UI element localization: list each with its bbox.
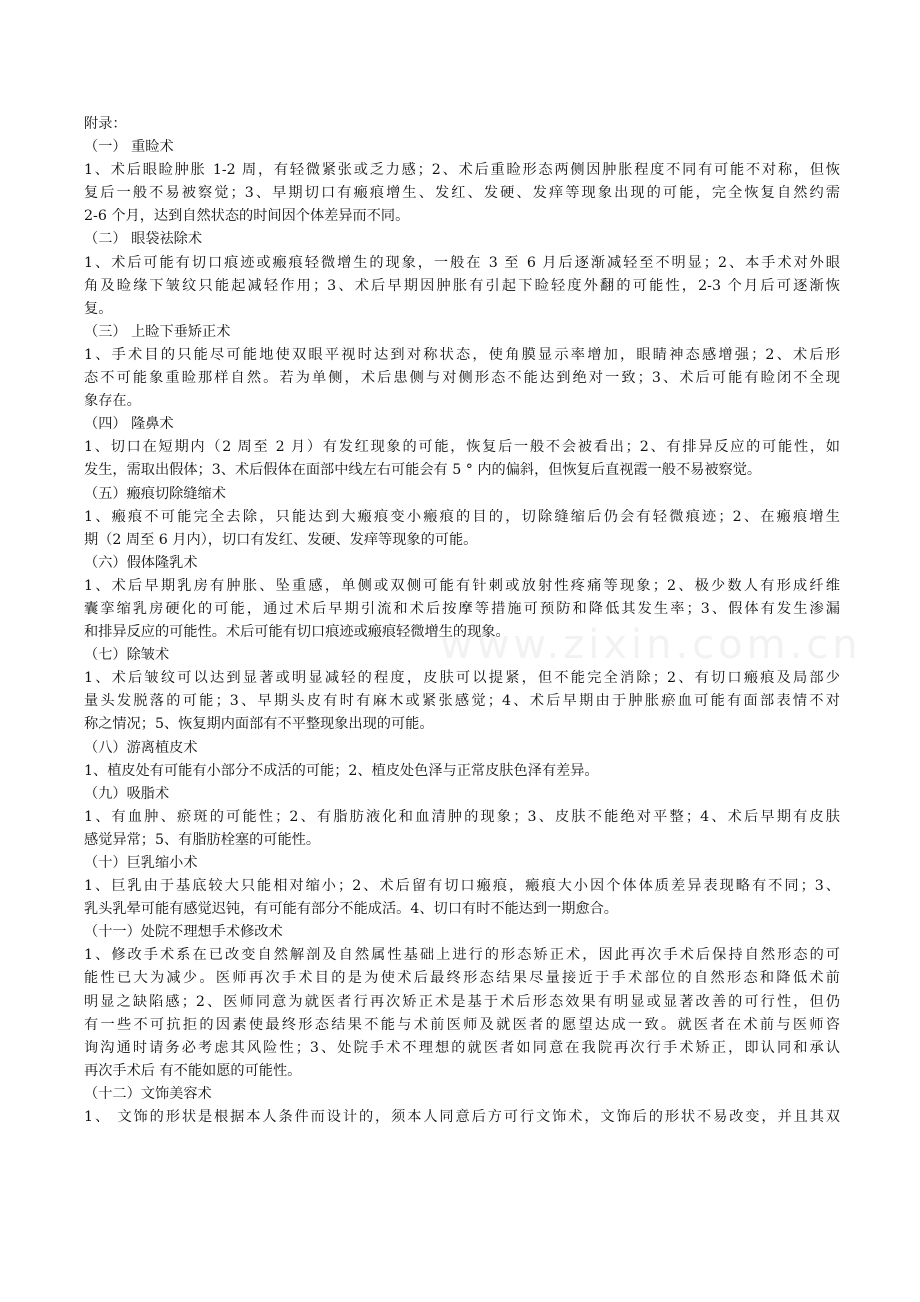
section-11 xyxy=(84,921,840,1083)
section-heading: （一） 重睑术 xyxy=(84,139,174,156)
section-text-line: 复后一般不易被察觉；3、早期切口有瘢痕增生、发红、发硬、发痒等现象出现的可能，完全恢复自然约需 xyxy=(84,185,840,202)
section-heading: （五）瘢痕切除缝缩术 xyxy=(84,485,226,502)
section-text-line: 1、术后眼睑肿胀 1-2 周，有轻微紧张或乏力感；2、术后重睑形态两侧因肿胀程度不同有可能不对称，但恢 xyxy=(84,162,840,179)
section-text-line: 1、有血肿、瘀斑的可能性；2、有脂肪液化和血清肿的现象；3、皮肤不能绝对平整；4、术后早期有皮肤 xyxy=(84,808,840,825)
section-text-line: 1、术后可能有切口痕迹或瘢痕轻微增生的现象，一般在 3 至 6 月后逐渐减轻至不明显；2、本手术对外眼 xyxy=(84,254,840,271)
section-text-line: 发生，需取出假体；3、术后假体在面部中线左右可能会有 5 ° 内的偏斜，但恢复后直视霞一般不易被察觉。 xyxy=(84,462,762,479)
section-text-line: 期（2 周至 6 月内），切口有发红、发硬、发痒等现象的可能。 xyxy=(84,531,478,548)
appendix-title: 附录： xyxy=(84,116,127,132)
section-9 xyxy=(84,783,840,852)
section-text-line: 有一些不可抗拒的因素使最终形态结果不能与术前医师及就医者的愿望达成一致。就医者在术前与医师咨 xyxy=(84,1016,840,1033)
document-body xyxy=(84,113,840,1129)
section-text-line: 复。 xyxy=(84,300,113,317)
section-text-line: 称之情况；5、恢复期内面部有不平整现象出现的可能。 xyxy=(84,716,434,733)
section-text-line: 象存在。 xyxy=(84,393,141,410)
section-text-line: 1、修改手术系在已改变自然解剖及自然属性基础上进行的形态矫正术，因此再次手术后保持自然形态的可 xyxy=(84,947,840,964)
section-3 xyxy=(84,321,840,413)
section-text-line: 1、术后早期乳房有肿胀、坠重感，单侧或双侧可能有针刺或放射性疼痛等现象；2、极少数人有形成纤维 xyxy=(84,577,840,594)
section-heading: （十）巨乳缩小术 xyxy=(84,855,198,871)
section-text-line: 囊挛缩乳房硬化的可能，通过术后早期引流和术后按摩等措施可预防和降低其发生率；3、假体有发生渗漏 xyxy=(84,600,840,617)
section-text-line: 能性已大为减少。医师再次手术目的是为使术后最终形态结果尽量接近于手术部位的自然形态和降低术前 xyxy=(84,970,840,987)
section-text-line: 明显之缺陷感；2、医师同意为就医者行再次矫正术是基于术后形态效果有明显或显著改善的可行性，但仍 xyxy=(84,993,840,1010)
section-1 xyxy=(84,136,840,228)
section-text-line: 1、巨乳由于基底较大只能相对缩小；2、术后留有切口瘢痕，瘢痕大小因个体体质差异表现略有不同；3、 xyxy=(84,878,840,895)
section-7 xyxy=(84,644,840,736)
section-heading: （十一）处院不理想手术修改术 xyxy=(84,924,283,941)
section-6 xyxy=(84,552,840,644)
section-text-line: 1、术后皱纹可以达到显著或明显减轻的程度，皮肤可以提紧，但不能完全消除；2、有切口瘢痕及局部少 xyxy=(84,670,840,687)
section-heading: （二） 眼袋祛除术 xyxy=(84,231,203,248)
section-text-line: 量头发脱落的可能；3、早期头皮有时有麻木或紧张感觉；4、术后早期由于肿胀瘀血可能有面部表情不对 xyxy=(84,693,840,710)
section-text-line: 1、手术目的只能尽可能地使双眼平视时达到对称状态，使角膜显示率增加，眼睛神态感增强；2、术后形 xyxy=(84,346,840,363)
section-8 xyxy=(84,737,840,783)
section-text-line: 2-6 个月，达到自然状态的时间因个体差异而不同。 xyxy=(84,208,410,225)
section-2 xyxy=(84,228,840,320)
section-heading: （七）除皱术 xyxy=(84,647,170,664)
section-text-line: 1、 文饰的形状是根据本人条件而设计的，须本人同意后方可行文饰术，文饰后的形状不易改变，并且其双 xyxy=(84,1109,840,1126)
section-heading: （三） 上睑下垂矫正术 xyxy=(84,323,231,340)
section-text-line: 和排异反应的可能性。术后可能有切口痕迹或瘢痕轻微增生的现象。 xyxy=(84,624,510,641)
section-text-line: 感觉异常；5、有脂肪栓塞的可能性。 xyxy=(84,831,321,848)
section-text-line: 再次手术后 有不能如愿的可能性。 xyxy=(84,1062,302,1079)
section-heading: （四） 隆鼻术 xyxy=(84,416,174,433)
section-heading: （六）假体隆乳术 xyxy=(84,554,198,571)
section-text-line: 乳头乳晕可能有感觉迟钝，有可能有部分不能成活。4、切口有时不能达到一期愈合。 xyxy=(84,901,618,918)
section-text-line: 角及睑缘下皱纹只能起减轻作用；3、术后早期因肿胀有引起下睑轻度外翻的可能性，2-3 个月后可逐渐恢 xyxy=(84,277,840,294)
section-5 xyxy=(84,483,840,552)
section-text-line: 1、瘢痕不可能完全去除，只能达到大瘢痕变小瘢痕的目的，切除缝缩后仍会有轻微痕迹；2、在瘢痕增生 xyxy=(84,508,840,525)
section-12 xyxy=(84,1083,840,1129)
section-heading: （九）吸脂术 xyxy=(84,785,170,802)
section-text-line: 1、植皮处有可能有小部分不成活的可能；2、植皮处色泽与正常皮肤色泽有差异。 xyxy=(84,762,599,779)
section-text-line: 态不可能象重睑那样自然。若为单侧，术后患侧与对侧形态不能达到绝对一致；3、术后可能有睑闭不全现 xyxy=(84,370,840,387)
section-4 xyxy=(84,413,840,482)
section-text-line: 1、切口在短期内（2 周至 2 月）有发红现象的可能，恢复后一般不会被看出；2、有排异反应的可能性，如 xyxy=(84,439,840,456)
section-text-line: 询沟通时请务必考虑其风险性；3、处院手术不理想的就医者如同意在我院再次行手术矫正，即认同和承认 xyxy=(84,1039,840,1056)
section-heading: （八）游离植皮术 xyxy=(84,739,198,756)
section-10 xyxy=(84,852,840,921)
section-heading: （十二）文饰美容术 xyxy=(84,1085,212,1102)
watermark-text: www.zixin.com.cn xyxy=(440,622,862,668)
